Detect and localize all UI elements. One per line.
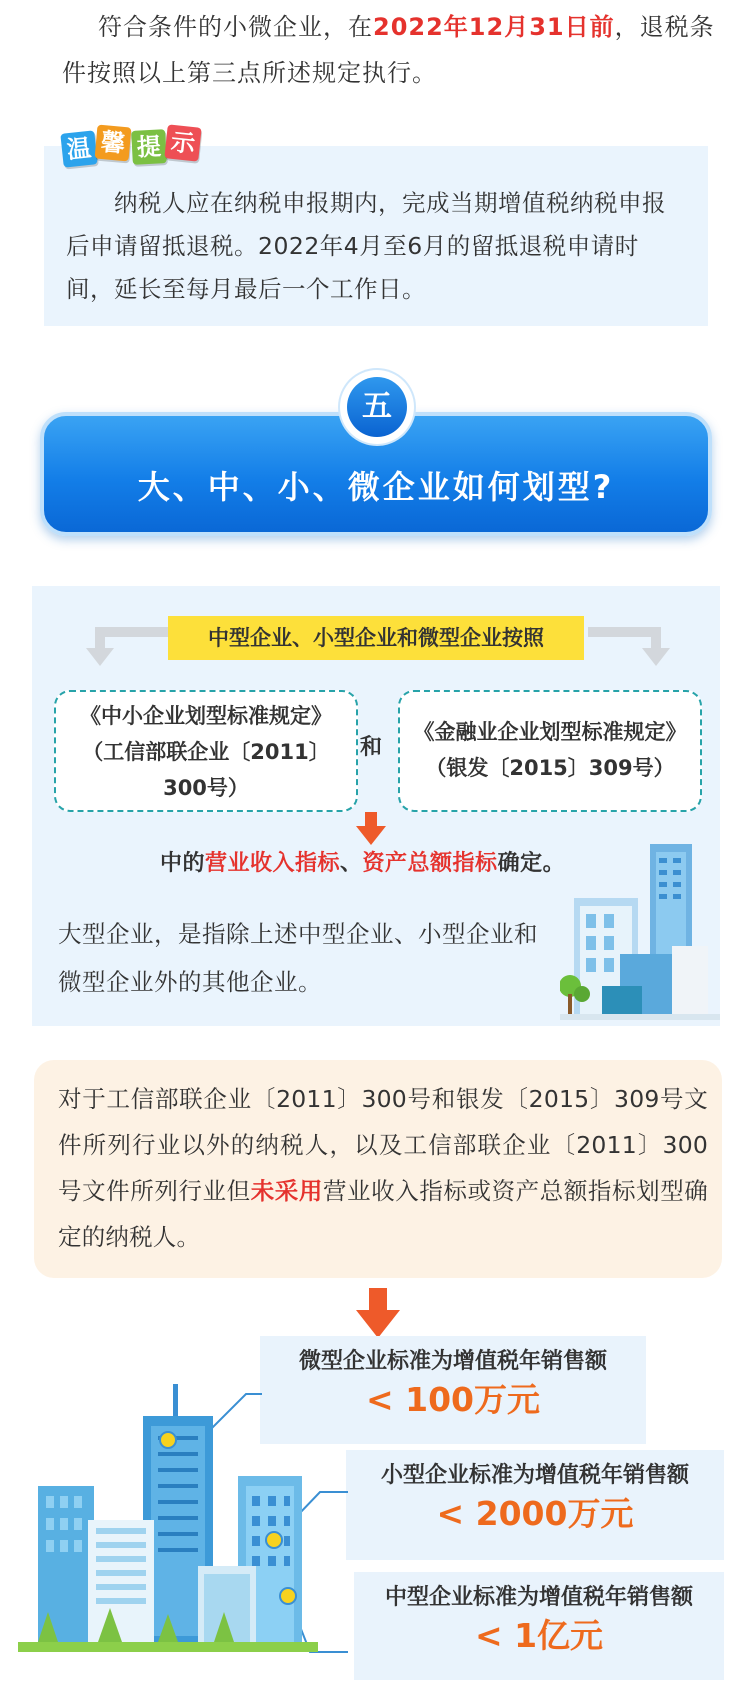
right-regulation-box [398,690,702,812]
medium-standard-value: < 1亿元 [474,1616,604,1655]
intro-text-after: ，退税条件按照以上第三点所述规定执行。 [62,13,715,87]
determined-separator: 、 [340,851,363,876]
section-title: 大、中、小、微企业如何划型? [137,468,615,506]
revenue-indicator: 营业收入指标 [205,851,341,876]
intro-paragraph [62,4,732,96]
left-bent-arrow-icon [80,618,170,668]
tip-text: 纳税人应在纳税申报期内，完成当期增值税纳税申报后申请留抵退税。2022年4月至6月的留抵退税申请时间，延长至每月最后一个工作日。 [66,189,666,303]
determined-suffix: 确定。 [497,851,566,876]
intro-deadline: 2022年12月31日前 [373,13,615,41]
other-taxpayers-text [58,1076,708,1260]
small-standard-label: 小型企业标准为增值税年销售额 [380,1463,689,1488]
section-number: 五 [347,377,407,437]
other-taxpayers-box [34,1060,722,1278]
small-standard-box [346,1450,724,1560]
not-adopted-highlight: 未采用 [250,1177,323,1205]
left-regulation-box [54,690,358,812]
city-illustration-icon [18,1376,348,1676]
determined-prefix: 中的 [160,851,206,876]
small-standard-value: < 2000万元 [436,1494,634,1533]
buildings-illustration-icon [560,836,720,1026]
down-arrow-icon [356,1288,400,1340]
right-regulation-line: 《金融业企业划型标准规定》 [413,720,687,744]
large-enterprise-definition: 大型企业，是指除上述中型企业、小型企业和微型企业外的其他企业。 [58,920,538,996]
tip-badge-char: 温 [60,130,97,167]
left-regulation-line: （工信部联企业〔2011〕 [82,740,330,764]
micro-standard-value: < 100万元 [365,1380,541,1419]
classification-banner: 中型企业、小型企业和微型企业按照 [168,616,584,660]
connector-word: 和 [360,735,383,760]
medium-standard-box [354,1572,724,1680]
tip-badge-char: 示 [164,124,201,161]
micro-standard-label: 微型企业标准为增值税年销售额 [298,1349,607,1374]
other-text-part2: 营业收入指标或资产总额指标划型确定的纳税人。 [58,1177,708,1251]
left-regulation-line: 300号） [163,776,249,800]
left-regulation-line: 《中小企业划型标准规定》 [80,704,332,728]
down-arrow-icon [356,812,386,846]
tip-badge-char: 馨 [95,125,132,162]
determined-line [160,846,565,877]
tip-badge [58,124,208,174]
right-bent-arrow-icon [588,618,678,668]
tip-badge-char: 提 [131,129,167,165]
other-text-part1: 对于工信部联企业〔2011〕300号和银发〔2015〕309号文件所列行业以外的纳税人，以及工信部联企业〔2011〕300号文件所列行业但 [58,1085,708,1205]
right-regulation-line: （银发〔2015〕309号） [425,756,675,780]
intro-text-before: 符合条件的小微企业，在 [98,13,373,41]
medium-standard-label: 中型企业标准为增值税年销售额 [384,1585,693,1610]
asset-indicator: 资产总额指标 [362,851,498,876]
